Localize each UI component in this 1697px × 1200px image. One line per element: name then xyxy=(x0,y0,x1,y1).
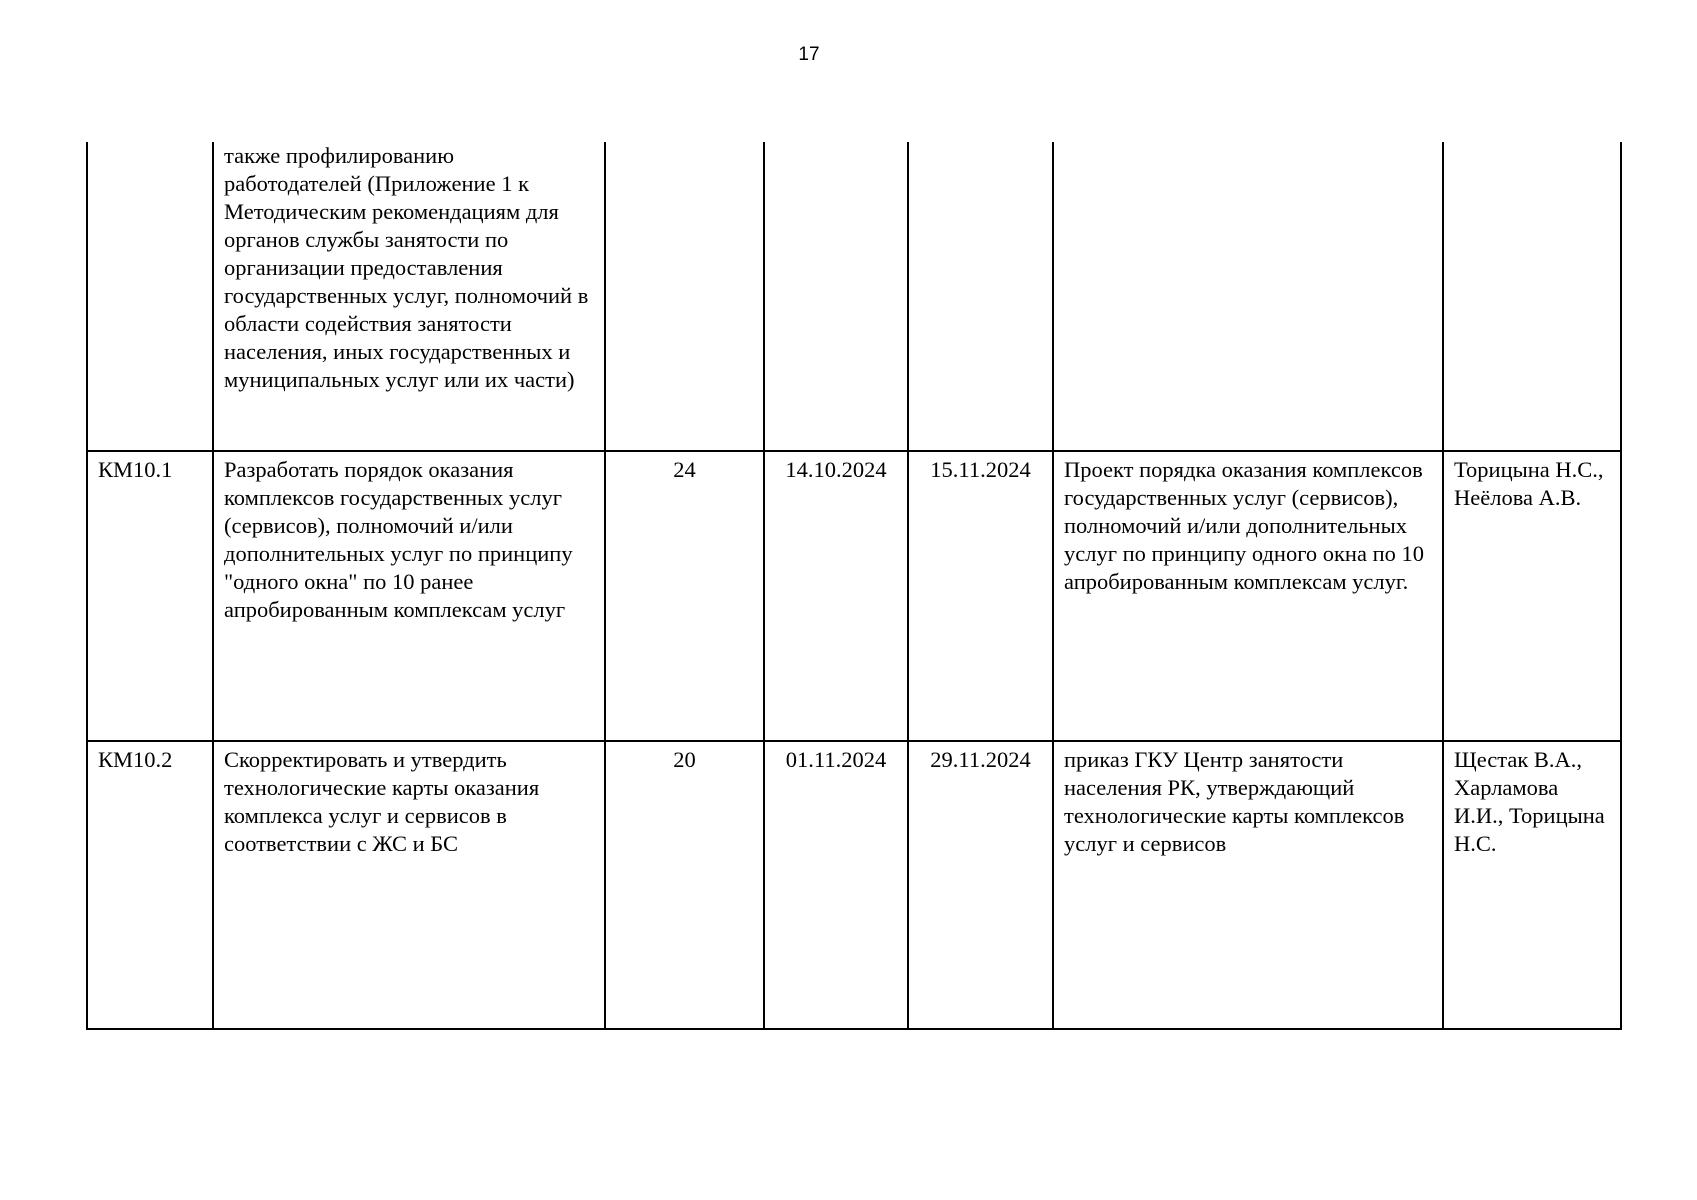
duration-cell xyxy=(605,142,764,451)
result-cell xyxy=(1053,142,1443,451)
start-date-cell: 01.11.2024 xyxy=(764,741,908,1029)
task-cell: Разработать порядок оказания комплексов государственных услуг (сервисов), полномочий и/или дополнительных услуг по принципу "одного окна" по 10 ранее апробированным комплексам услуг xyxy=(213,451,605,741)
table-row-continued xyxy=(87,142,1621,451)
start-date-cell: 14.10.2024 xyxy=(764,451,908,741)
responsible-cell: Торицына Н.С., Неёлова А.В. xyxy=(1443,451,1621,741)
end-date-cell: 29.11.2024 xyxy=(908,741,1053,1029)
page-number: 17 xyxy=(798,44,820,65)
end-date-cell xyxy=(908,142,1053,451)
result-cell: Проект порядка оказания комплексов государственных услуг (сервисов), полномочий и/или дополнительных услуг по принципу одного окна по 10 апробированным комплексам услуг. xyxy=(1053,451,1443,741)
table-row xyxy=(87,741,1621,1029)
code-cell xyxy=(87,142,213,451)
duration-cell: 20 xyxy=(605,741,764,1029)
end-date-cell: 15.11.2024 xyxy=(908,451,1053,741)
responsible-cell: Щестак В.А., Харламова И.И., Торицына Н.С. xyxy=(1443,741,1621,1029)
code-cell: КМ10.2 xyxy=(87,741,213,1029)
task-cell: Скорректировать и утвердить технологические карты оказания комплекса услуг и сервисов в соответствии с ЖС и БС xyxy=(213,741,605,1029)
duration-cell: 24 xyxy=(605,451,764,741)
responsible-cell xyxy=(1443,142,1621,451)
plan-table xyxy=(86,142,1622,1030)
code-cell: КМ10.1 xyxy=(87,451,213,741)
result-cell: приказ ГКУ Центр занятости населения РК, утверждающий технологические карты комплексов услуг и сервисов xyxy=(1053,741,1443,1029)
task-cell: также профилированию работодателей (Приложение 1 к Методическим рекомендациям для органов службы занятости по организации предоставления государственных услуг, полномочий в области содействия занятости населения, иных государственных и муниципальных услуг или их части) xyxy=(213,142,605,451)
start-date-cell xyxy=(764,142,908,451)
table-row xyxy=(87,451,1621,741)
